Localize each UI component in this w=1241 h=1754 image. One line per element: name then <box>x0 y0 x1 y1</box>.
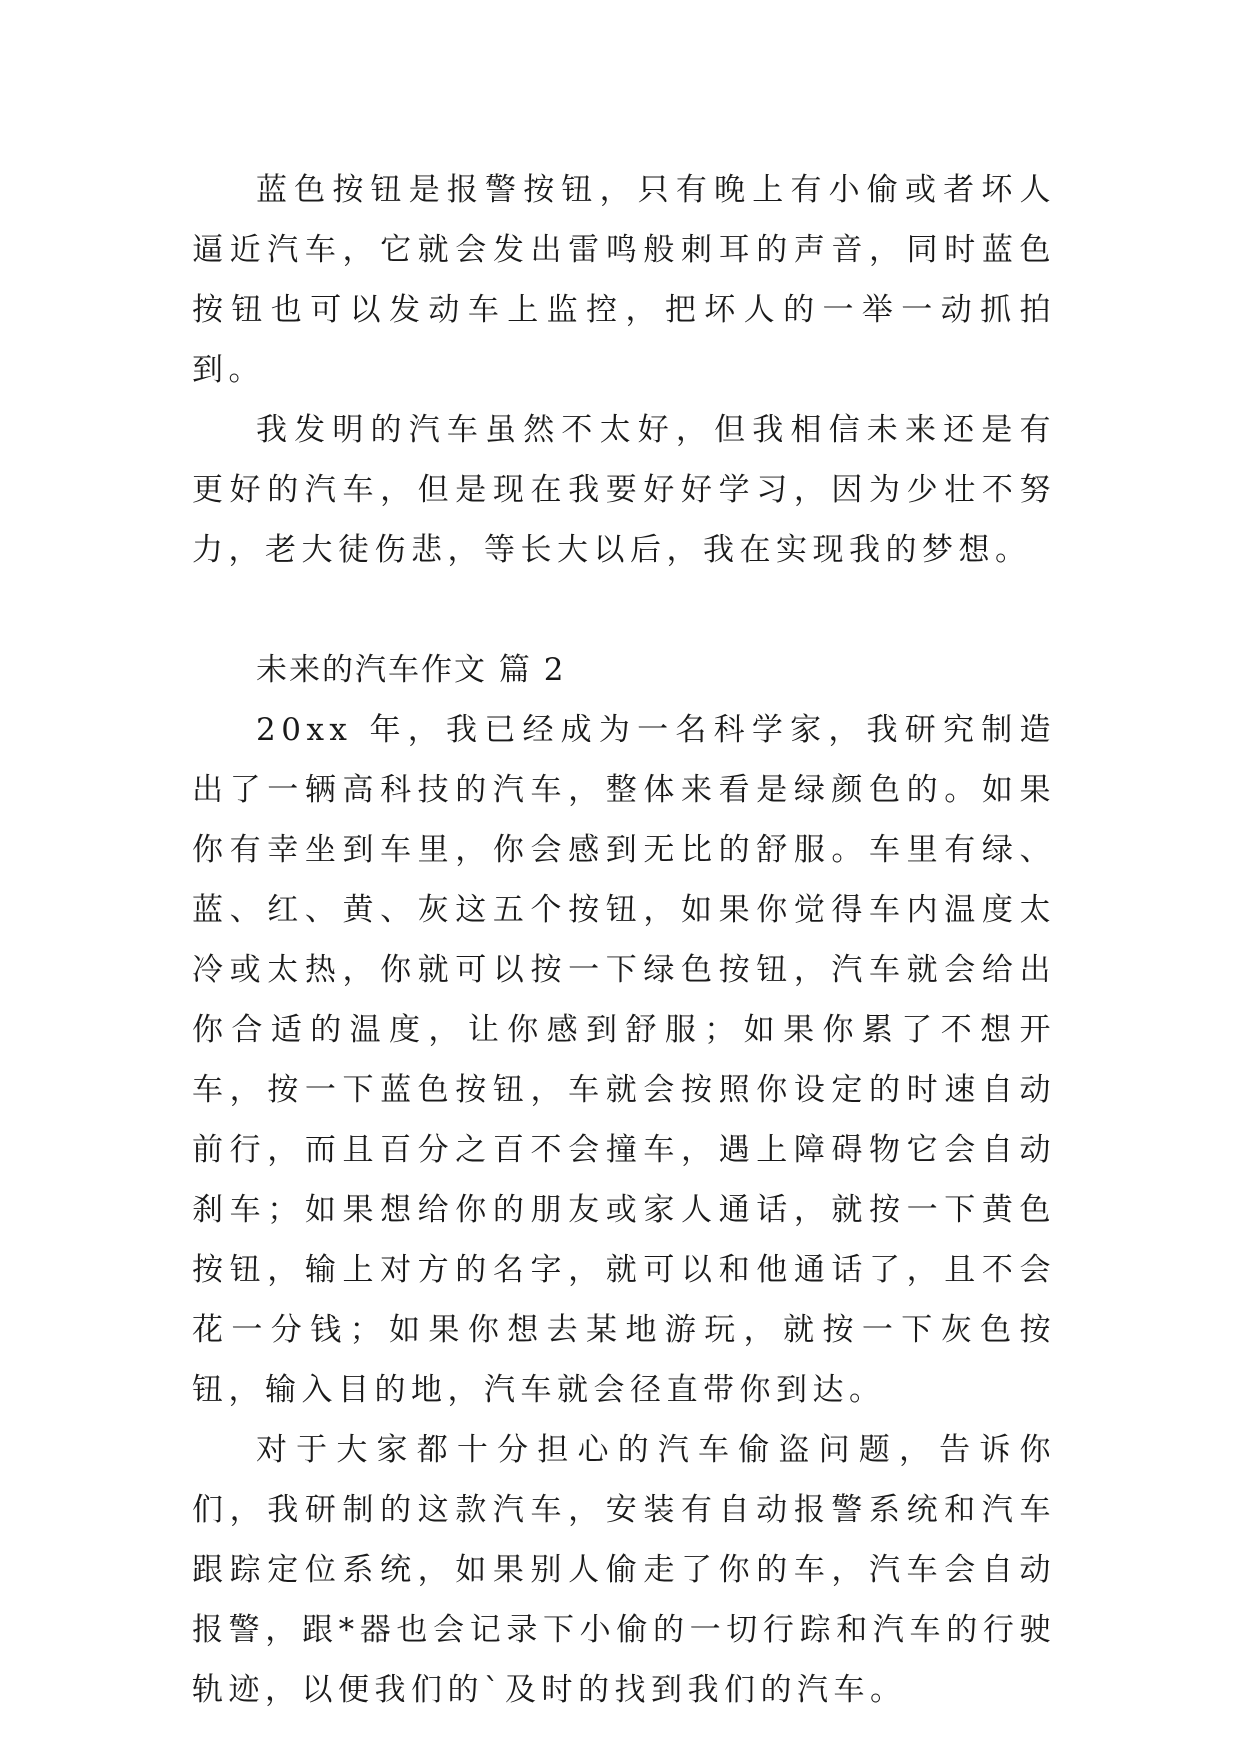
paragraph-my-invention: 我发明的汽车虽然不太好，但我相信未来还是有更好的汽车，但是现在我要好好学习，因为少壮不努力，老大徒伤悲，等长大以后，我在实现我的梦想。 <box>192 412 1056 568</box>
paragraph-scientist: 20xx 年，我已经成为一名科学家，我研究制造出了一辆高科技的汽车，整体来看是绿颜色的。如果你有幸坐到车里，你会感到无比的舒服。车里有绿、蓝、红、黄、灰这五个按钮，如果你觉得车内温度太冷或太热，你就可以按一下绿色按钮，汽车就会给出你合适的温度，让你感到舒服；如果你累了不想开车，按一下蓝色按钮，车就会按照你设定的时速自动前行，而且百分之百不会撞车，遇上障碍物它会自动刹车；如果想给你的朋友或家人通话，就按一下黄色按钮，输上对方的名字，就可以和他通话了，且不会花一分钱；如果你想去某地游玩，就按一下灰色按钮，输入目的地，汽车就会径直带你到达。 <box>192 712 1056 1408</box>
section-title: 未来的汽车作文 篇 2 <box>256 652 566 688</box>
paragraph-theft-problem: 对于大家都十分担心的汽车偷盗问题，告诉你们，我研制的这款汽车，安装有自动报警系统和汽车跟踪定位系统，如果别人偷走了你的车，汽车会自动报警，跟*器也会记录下小偷的一切行踪和汽车的行驶轨迹，以便我们的`及时的找到我们的汽车。 <box>192 1432 1056 1708</box>
document-body <box>192 160 1056 1720</box>
paragraph-blue-button: 蓝色按钮是报警按钮，只有晚上有小偷或者坏人逼近汽车，它就会发出雷鸣般刺耳的声音，同时蓝色按钮也可以发动车上监控，把坏人的一举一动抓拍到。 <box>192 172 1056 388</box>
